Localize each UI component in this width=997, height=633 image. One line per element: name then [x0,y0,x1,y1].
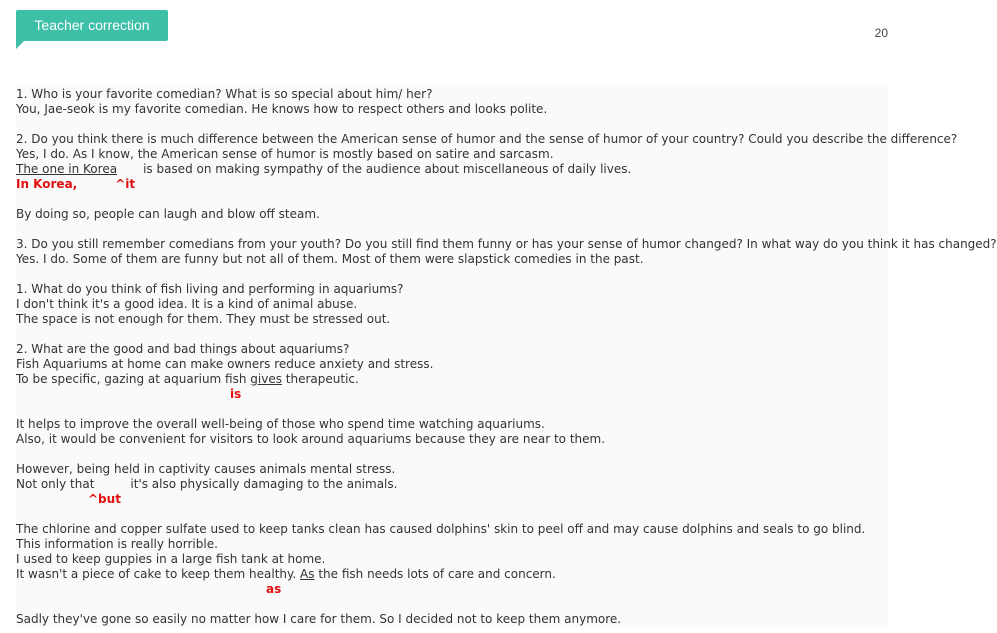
answer-text [16,162,888,177]
answer-text: The space is not enough for them. They must be stressed out. [16,312,391,326]
correction-mark: as [266,582,282,596]
answer-text-part: It wasn't a piece of cake to keep them healthy. [16,567,301,581]
answer-text: It helps to improve the overall well-being of those who spend time watching aquariums. [16,417,545,431]
answer-text-part: To be specific, gazing at aquarium fish [16,372,251,386]
answer-text-part: therapeutic. [281,372,359,386]
corrected-phrase: As [300,567,315,581]
question-text: 1. What do you think of fish living and performing in aquariums? [16,282,404,296]
correction-mark: ^it [115,177,136,191]
answer-text-part: the fish needs lots of care and concern. [314,567,556,581]
answer-text-part: it's also physically damaging to the animals. [130,477,398,491]
answer-text: Sadly they've gone so easily no matter how I care for them. So I decided not to keep them anymore. [16,612,622,626]
answer-text [16,477,888,492]
teacher-correction-tab[interactable]: Teacher correction [16,10,168,41]
answer-text: Fish Aquariums at home can make owners reduce anxiety and stress. [16,357,434,371]
entry-counter: 20 [874,26,888,40]
question-text: 2. What are the good and bad things about aquariums? [16,342,350,356]
answer-text: This information is really horrible. [16,537,218,551]
answer-text-rest: is based on making sympathy of the audience about miscellaneous of daily lives. [143,162,632,176]
answer-text-part: Not only that [16,477,95,491]
answer-text: You, Jae-seok is my favorite comedian. He knows how to respect others and looks polite. [16,102,548,116]
correction-mark: is [230,387,242,401]
correction-line [16,387,888,402]
answer-text: However, being held in captivity causes animals mental stress. [16,462,396,476]
question-text: 3. Do you still remember comedians from your youth? Do you still find them funny or has your sense of humor changed? In what way do you think it has changed? [16,237,997,251]
answer-text: I used to keep guppies in a large fish tank at home. [16,552,326,566]
corrected-phrase: The one in Korea [16,162,118,176]
question-text: 2. Do you think there is much difference between the American sense of humor and the sense of humor of your country? Could you describe the difference? [16,132,958,146]
correction-mark: In Korea, [16,177,78,191]
answer-text: The chlorine and copper sulfate used to keep tanks clean has caused dolphins' skin to peel off and may cause dolphins and seals to go blind. [16,522,866,536]
answer-text [16,372,888,387]
correction-mark: ^but [88,492,121,506]
correction-body [16,87,997,627]
answer-text: Yes, I do. As I know, the American sense of humor is mostly based on satire and sarcasm. [16,147,554,161]
answer-text: Also, it would be convenient for visitors to look around aquariums because they are near to them. [16,432,606,446]
question-text: 1. Who is your favorite comedian? What is so special about him/ her? [16,87,433,101]
correction-line [16,582,888,597]
correction-line [16,492,888,507]
answer-text: Yes. I do. Some of them are funny but not all of them. Most of them were slapstick comedies in the past. [16,252,644,266]
corrected-phrase: gives [250,372,282,386]
tab-pointer [16,40,25,49]
answer-text [16,567,888,582]
answer-text: I don't think it's a good idea. It is a kind of animal abuse. [16,297,358,311]
answer-text: By doing so, people can laugh and blow off steam. [16,207,320,221]
correction-line [16,177,888,192]
